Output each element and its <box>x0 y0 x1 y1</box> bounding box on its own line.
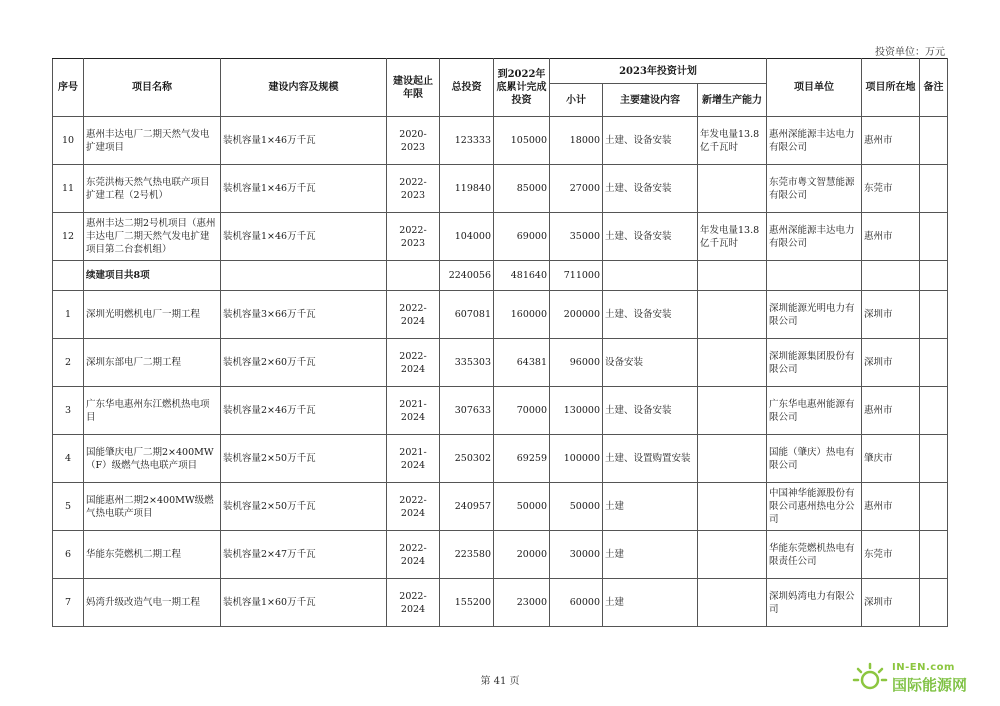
investment-plan-table <box>52 58 948 627</box>
table-row <box>53 165 948 213</box>
row-location: 东莞市 <box>862 531 920 579</box>
row-remark <box>920 213 948 261</box>
row-project-name: 国能惠州二期2×400MW级燃气热电联产项目 <box>84 483 221 531</box>
row-period: 2022-2024 <box>387 531 440 579</box>
row-seq: 10 <box>53 117 84 165</box>
row-done-2022: 20000 <box>494 531 550 579</box>
row-project-name: 妈湾升级改造气电一期工程 <box>84 579 221 627</box>
header-plan-2023: 2023年投资计划 <box>550 59 767 84</box>
header-new-capacity: 新增生产能力 <box>698 84 767 117</box>
row-period: 2022-2023 <box>387 213 440 261</box>
row-unit: 华能东莞燃机热电有限责任公司 <box>767 531 862 579</box>
row-new-capacity <box>698 531 767 579</box>
header-subtotal: 小计 <box>550 84 603 117</box>
row-seq: 6 <box>53 531 84 579</box>
row-remark <box>920 117 948 165</box>
row-total: 250302 <box>440 435 494 483</box>
row-main-content: 土建、设备安装 <box>603 213 698 261</box>
row-unit: 深圳妈湾电力有限公司 <box>767 579 862 627</box>
row-done-2022: 69259 <box>494 435 550 483</box>
row-new-capacity <box>698 387 767 435</box>
row-period: 2022-2024 <box>387 483 440 531</box>
row-total: 119840 <box>440 165 494 213</box>
row-done-2022: 64381 <box>494 339 550 387</box>
row-period: 2022-2024 <box>387 339 440 387</box>
row-subtotal: 30000 <box>550 531 603 579</box>
header-unit: 项目单位 <box>767 59 862 117</box>
row-new-capacity <box>698 291 767 339</box>
row-main-content: 设备安装 <box>603 339 698 387</box>
row-seq <box>53 261 84 291</box>
row-period: 2022-2024 <box>387 579 440 627</box>
row-main-content: 土建 <box>603 483 698 531</box>
row-location <box>862 261 920 291</box>
row-remark <box>920 579 948 627</box>
row-done-2022: 105000 <box>494 117 550 165</box>
row-subtotal: 96000 <box>550 339 603 387</box>
row-seq: 1 <box>53 291 84 339</box>
table-row <box>53 483 948 531</box>
row-project-name: 华能东莞燃机二期工程 <box>84 531 221 579</box>
table-header-row <box>53 59 948 84</box>
table-row-summary <box>53 261 948 291</box>
row-subtotal: 200000 <box>550 291 603 339</box>
row-new-capacity <box>698 339 767 387</box>
row-main-content <box>603 261 698 291</box>
row-done-2022: 50000 <box>494 483 550 531</box>
row-content: 装机容量1×46万千瓦 <box>221 165 387 213</box>
row-content: 装机容量2×50万千瓦 <box>221 483 387 531</box>
row-total: 123333 <box>440 117 494 165</box>
table-row <box>53 339 948 387</box>
row-main-content: 土建、设置购置安装 <box>603 435 698 483</box>
row-project-name: 广东华电惠州东江燃机热电项目 <box>84 387 221 435</box>
row-content: 装机容量2×60万千瓦 <box>221 339 387 387</box>
row-unit <box>767 261 862 291</box>
row-location: 惠州市 <box>862 483 920 531</box>
row-subtotal: 35000 <box>550 213 603 261</box>
row-done-2022: 160000 <box>494 291 550 339</box>
row-remark <box>920 387 948 435</box>
row-total: 104000 <box>440 213 494 261</box>
row-location: 惠州市 <box>862 117 920 165</box>
row-new-capacity <box>698 261 767 291</box>
row-main-content: 土建、设备安装 <box>603 117 698 165</box>
row-seq: 11 <box>53 165 84 213</box>
row-main-content: 土建、设备安装 <box>603 291 698 339</box>
row-remark <box>920 483 948 531</box>
row-total: 240957 <box>440 483 494 531</box>
header-period: 建设起止年限 <box>387 59 440 117</box>
row-subtotal: 711000 <box>550 261 603 291</box>
watermark-site: IN-EN.com <box>892 662 955 673</box>
header-content: 建设内容及规模 <box>221 59 387 117</box>
row-remark <box>920 261 948 291</box>
row-unit: 深圳能源集团股份有限公司 <box>767 339 862 387</box>
table-row <box>53 387 948 435</box>
row-main-content: 土建 <box>603 531 698 579</box>
row-period: 2022-2023 <box>387 165 440 213</box>
row-seq: 7 <box>53 579 84 627</box>
row-done-2022: 69000 <box>494 213 550 261</box>
row-new-capacity <box>698 435 767 483</box>
row-period: 2021-2024 <box>387 435 440 483</box>
row-new-capacity: 年发电量13.8亿千瓦时 <box>698 117 767 165</box>
row-project-name: 深圳光明燃机电厂一期工程 <box>84 291 221 339</box>
row-content: 装机容量2×46万千瓦 <box>221 387 387 435</box>
row-unit: 东莞市粤文智慧能源有限公司 <box>767 165 862 213</box>
row-subtotal: 27000 <box>550 165 603 213</box>
header-total: 总投资 <box>440 59 494 117</box>
row-content: 装机容量1×60万千瓦 <box>221 579 387 627</box>
row-content <box>221 261 387 291</box>
table-row <box>53 291 948 339</box>
row-subtotal: 130000 <box>550 387 603 435</box>
row-project-name: 惠州丰达二期2号机项目（惠州丰达电厂二期天然气发电扩建项目第二台套机组） <box>84 213 221 261</box>
row-period: 2021-2024 <box>387 387 440 435</box>
watermark <box>852 660 992 700</box>
row-new-capacity <box>698 483 767 531</box>
row-done-2022: 481640 <box>494 261 550 291</box>
table-row <box>53 117 948 165</box>
table-row <box>53 435 948 483</box>
row-remark <box>920 435 948 483</box>
row-period: 2022-2024 <box>387 291 440 339</box>
row-project-name: 东莞洪梅天然气热电联产项目扩建工程（2号机） <box>84 165 221 213</box>
row-remark <box>920 339 948 387</box>
row-seq: 2 <box>53 339 84 387</box>
row-main-content: 土建 <box>603 579 698 627</box>
row-new-capacity <box>698 579 767 627</box>
row-seq: 12 <box>53 213 84 261</box>
header-seq: 序号 <box>53 59 84 117</box>
row-content: 装机容量2×50万千瓦 <box>221 435 387 483</box>
row-location: 东莞市 <box>862 165 920 213</box>
table-row <box>53 579 948 627</box>
row-period: 2020-2023 <box>387 117 440 165</box>
watermark-name: 国际能源网 <box>892 676 968 694</box>
header-project-name: 项目名称 <box>84 59 221 117</box>
header-main-content: 主要建设内容 <box>603 84 698 117</box>
row-unit: 惠州深能源丰达电力有限公司 <box>767 117 862 165</box>
row-location: 深圳市 <box>862 579 920 627</box>
header-location: 项目所在地 <box>862 59 920 117</box>
row-content: 装机容量1×46万千瓦 <box>221 213 387 261</box>
row-location: 深圳市 <box>862 339 920 387</box>
row-unit: 中国神华能源股份有限公司惠州热电分公司 <box>767 483 862 531</box>
header-done-2022: 到2022年底累计完成投资 <box>494 59 550 117</box>
row-new-capacity <box>698 165 767 213</box>
row-project-name: 惠州丰达电厂二期天然气发电扩建项目 <box>84 117 221 165</box>
row-location: 惠州市 <box>862 387 920 435</box>
row-seq: 5 <box>53 483 84 531</box>
row-unit: 深圳能源光明电力有限公司 <box>767 291 862 339</box>
row-remark <box>920 531 948 579</box>
row-unit: 国能（肇庆）热电有限公司 <box>767 435 862 483</box>
row-location: 深圳市 <box>862 291 920 339</box>
row-total: 307633 <box>440 387 494 435</box>
table-row <box>53 213 948 261</box>
row-location: 肇庆市 <box>862 435 920 483</box>
row-total: 155200 <box>440 579 494 627</box>
row-remark <box>920 165 948 213</box>
row-seq: 3 <box>53 387 84 435</box>
row-subtotal: 50000 <box>550 483 603 531</box>
row-total: 607081 <box>440 291 494 339</box>
row-unit: 惠州深能源丰达电力有限公司 <box>767 213 862 261</box>
row-project-name: 国能肇庆电厂二期2×400MW（F）级燃气热电联产项目 <box>84 435 221 483</box>
row-subtotal: 100000 <box>550 435 603 483</box>
row-content: 装机容量3×66万千瓦 <box>221 291 387 339</box>
row-seq: 4 <box>53 435 84 483</box>
row-main-content: 土建、设备安装 <box>603 387 698 435</box>
row-new-capacity: 年发电量13.8亿千瓦时 <box>698 213 767 261</box>
row-done-2022: 23000 <box>494 579 550 627</box>
row-unit: 广东华电惠州能源有限公司 <box>767 387 862 435</box>
row-total: 2240056 <box>440 261 494 291</box>
row-done-2022: 85000 <box>494 165 550 213</box>
row-location: 惠州市 <box>862 213 920 261</box>
row-content: 装机容量1×46万千瓦 <box>221 117 387 165</box>
row-project-name: 深圳东部电厂二期工程 <box>84 339 221 387</box>
row-content: 装机容量2×47万千瓦 <box>221 531 387 579</box>
investment-unit-note: 投资单位：万元 <box>875 47 945 58</box>
page-number: 第 41 页 <box>480 676 520 687</box>
row-main-content: 土建、设备安装 <box>603 165 698 213</box>
row-total: 223580 <box>440 531 494 579</box>
row-remark <box>920 291 948 339</box>
row-subtotal: 18000 <box>550 117 603 165</box>
sun-logo-icon <box>852 660 888 696</box>
row-total: 335303 <box>440 339 494 387</box>
table-row <box>53 531 948 579</box>
row-project-name: 续建项目共8项 <box>84 261 221 291</box>
row-subtotal: 60000 <box>550 579 603 627</box>
row-done-2022: 70000 <box>494 387 550 435</box>
row-period <box>387 261 440 291</box>
header-remark: 备注 <box>920 59 948 117</box>
